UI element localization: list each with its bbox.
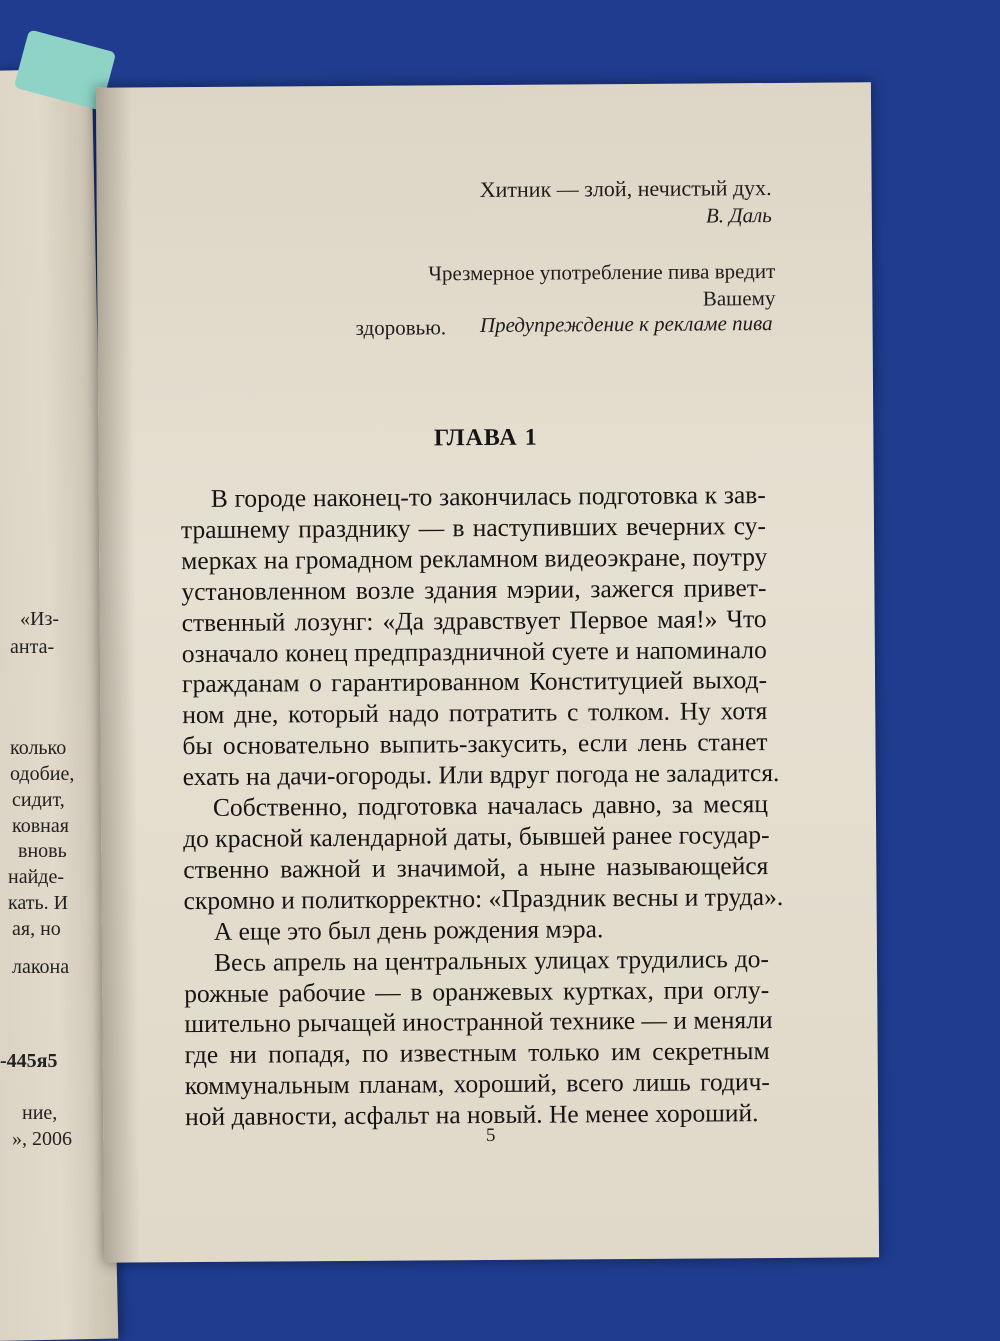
left-page-fragment: одобие, [10, 763, 75, 785]
left-page-fragment: сидит, [12, 789, 65, 811]
left-page-fragment: лакона [12, 956, 70, 978]
text-line: рожные рабочие — в оранжевых куртках, при оглу- [184, 974, 770, 1008]
text-line: бы основательно выпить-закусить, если лень станет [182, 727, 768, 761]
text-line: ственный лозунг: «Да здравствует Первое мая!» Что [181, 603, 767, 637]
page-number: 5 [485, 1124, 496, 1147]
text-line: коммунальным планам, хороший, всего лишь годич- [184, 1067, 770, 1101]
left-page-fragment: анта- [10, 636, 55, 658]
text-line: ственно важной и значимой, а ныне называющейся [183, 850, 769, 885]
epigraph-2-line: здоровью. [355, 315, 447, 340]
right-page [96, 82, 879, 1262]
epigraph-1 [480, 175, 772, 230]
text-line: трашнему празднику — в наступивших вечерних су- [180, 510, 767, 545]
text-line: В городе наконец-то закончилась подготовка к зав- [210, 480, 766, 513]
text-line: мерках на громадном рекламном видеоэкране, поутру [181, 541, 768, 575]
left-page-fragment: найде- [8, 866, 64, 888]
epigraph-text: Хитник — злой, нечистый дух. [479, 175, 772, 203]
text-line: ной давности, асфальт на новый. Не менее хороший. [184, 1098, 759, 1132]
text-line: шительно рычащей иностранной технике — и меняли [184, 1005, 773, 1039]
text-line: ехать на дачи-огороды. Или вдруг погода не заладится. [182, 758, 780, 792]
text-line: означало конец предпраздничной суете и напоминало [181, 634, 767, 668]
left-page-fragment: -445я5 [0, 1050, 58, 1072]
text-line: установленном возле здания мэрии, зажегся привет- [181, 572, 767, 606]
text-line: где ни попадя, по известным только им секретным [184, 1036, 770, 1070]
chapter-body [180, 480, 784, 1133]
left-page-fragment: вновь [18, 840, 67, 862]
text-line: гражданам о гарантированном Конституцией выход- [181, 665, 768, 699]
left-page-fragment: », 2006 [12, 1128, 72, 1150]
left-page-fragment: кать. И [8, 892, 69, 914]
text-line: А еще это был день рождения мэра. [213, 913, 604, 946]
text-line: ном дне, который надо потратить с толком. Ну хотя [182, 696, 768, 730]
text-line: Весь апрель на центральных улицах трудились до- [213, 943, 770, 977]
text-line: до красной календарной даты, бывшей ранее государ- [183, 820, 770, 854]
epigraph-2-source: Предупреждение к рекламе пива [479, 311, 773, 338]
chapter-title: ГЛАВА 1 [433, 424, 538, 452]
left-page-fragment: «Из- [20, 608, 60, 630]
epigraph-2-line: Чрезмерное употребление пива вредит Вашему [428, 258, 776, 311]
text-line: Собственно, подготовка началась давно, за месяц [212, 789, 769, 822]
epigraph-author: В. Даль [705, 203, 772, 228]
left-page-fragment: ние, [22, 1102, 58, 1124]
left-page-fragment: колько [10, 737, 67, 759]
text-line: скромно и политкорректно: «Праздник весны и труда». [183, 881, 784, 915]
left-page-fragment: ая, но [12, 918, 61, 940]
left-page-fragment: ковная [12, 815, 69, 837]
